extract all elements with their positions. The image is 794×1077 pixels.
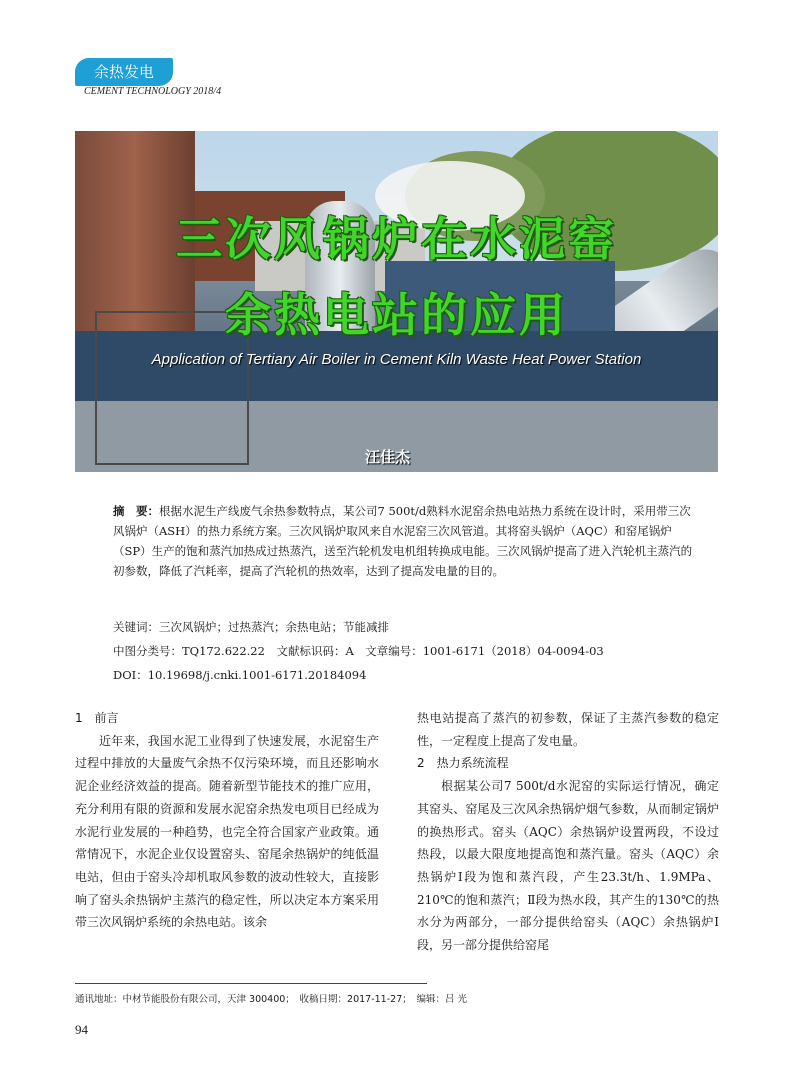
column-right: [417, 707, 719, 957]
paragraph: 近年来，我国水泥工业得到了快速发展，水泥窑生产过程中排放的大量废气余热不仅污染环境，而且还影响水泥企业经济效益的提高。随着新型节能技术的推广应用，充分利用有限的资源和发展水泥窑余热发电项目已经成为水泥行业发展的一种趋势，也完全符合国家产业政策。通常情况下，水泥企业仅设置窑头、窑尾余热锅炉的纯低温电站，但由于窑头冷却机取风参数的波动性较大，直接影响了窑头余热锅炉主蒸汽的稳定性，所以决定本方案采用带三次风锅炉系统的余热电站。该余: [75, 733, 379, 930]
keywords: [113, 619, 389, 635]
hero-image: [75, 131, 718, 472]
keywords-label: 关键词：: [113, 620, 159, 634]
page-number: 94: [75, 1022, 88, 1037]
section-heading: 1 前言: [75, 711, 119, 725]
paragraph: 热电站提高了蒸汽的初参数，保证了主蒸汽参数的稳定性，一定程度上提高了发电量。: [417, 711, 719, 748]
author-name: 汪佳杰: [365, 448, 411, 466]
article-subtitle-en: Application of Tertiary Air Boiler in Cement Kiln Waste Heat Power Station: [151, 351, 642, 368]
abstract-text: 根据水泥生产线废气余热参数特点，某公司7 500t/d熟料水泥窑余热电站热力系统在设计时，采用带三次风锅炉（ASH）的热力系统方案。三次风锅炉取风来自水泥窑三次风管道。其将窑头锅炉（AQC）和窑尾锅炉（SP）生产的饱和蒸汽加热成过热蒸汽，送至汽轮机发电机组转换成电能。三次风锅炉提高了进入汽轮机主蒸汽的初参数，降低了汽耗率，提高了汽轮机的热效率，达到了提高发电量的目的。: [113, 504, 693, 578]
column-left: [75, 707, 379, 934]
article-title-line1: 三次风锅炉在水泥窑: [176, 212, 617, 266]
article-title-line2: 余热电站的应用: [225, 288, 568, 342]
classification-info: 中图分类号：TQ172.622.22 文献标识码：A 文章编号：1001-6171（2018）04-0094-03: [113, 644, 604, 658]
journal-header: CEMENT TECHNOLOGY 2018/4: [84, 86, 222, 97]
doi: DOI：10.19698/j.cnki.1001-6171.20184094: [113, 668, 367, 682]
section-tag: 余热发电: [75, 58, 173, 86]
abstract: [113, 501, 693, 581]
footnote-divider: [75, 983, 427, 984]
paragraph: 根据某公司7 500t/d水泥窑的实际运行情况，确定其窑头、窑尾及三次风余热锅炉烟气参数，从而制定锅炉的换热形式。窑头（AQC）余热锅炉设置两段，不设过热段，以最大限度地提高饱和蒸汽量。窑头（AQC）余热锅炉Ⅰ段为饱和蒸汽段，产生23.3t/h、1.9MPa、210℃的饱和蒸汽；Ⅱ段为热水段，其产生的130℃的热水分为两部分，一部分提供给窑头（AQC）余热锅炉Ⅰ段，另一部分提供给窑尾: [417, 779, 719, 953]
footnote: 通讯地址：中材节能股份有限公司，天津 300400； 收稿日期：2017-11-27； 编辑：吕 光: [75, 994, 468, 1005]
section-heading: 2 热力系统流程: [417, 756, 509, 771]
abstract-label: 摘 要：: [113, 504, 159, 518]
keywords-text: 三次风锅炉；过热蒸汽；余热电站；节能减排: [159, 620, 389, 634]
